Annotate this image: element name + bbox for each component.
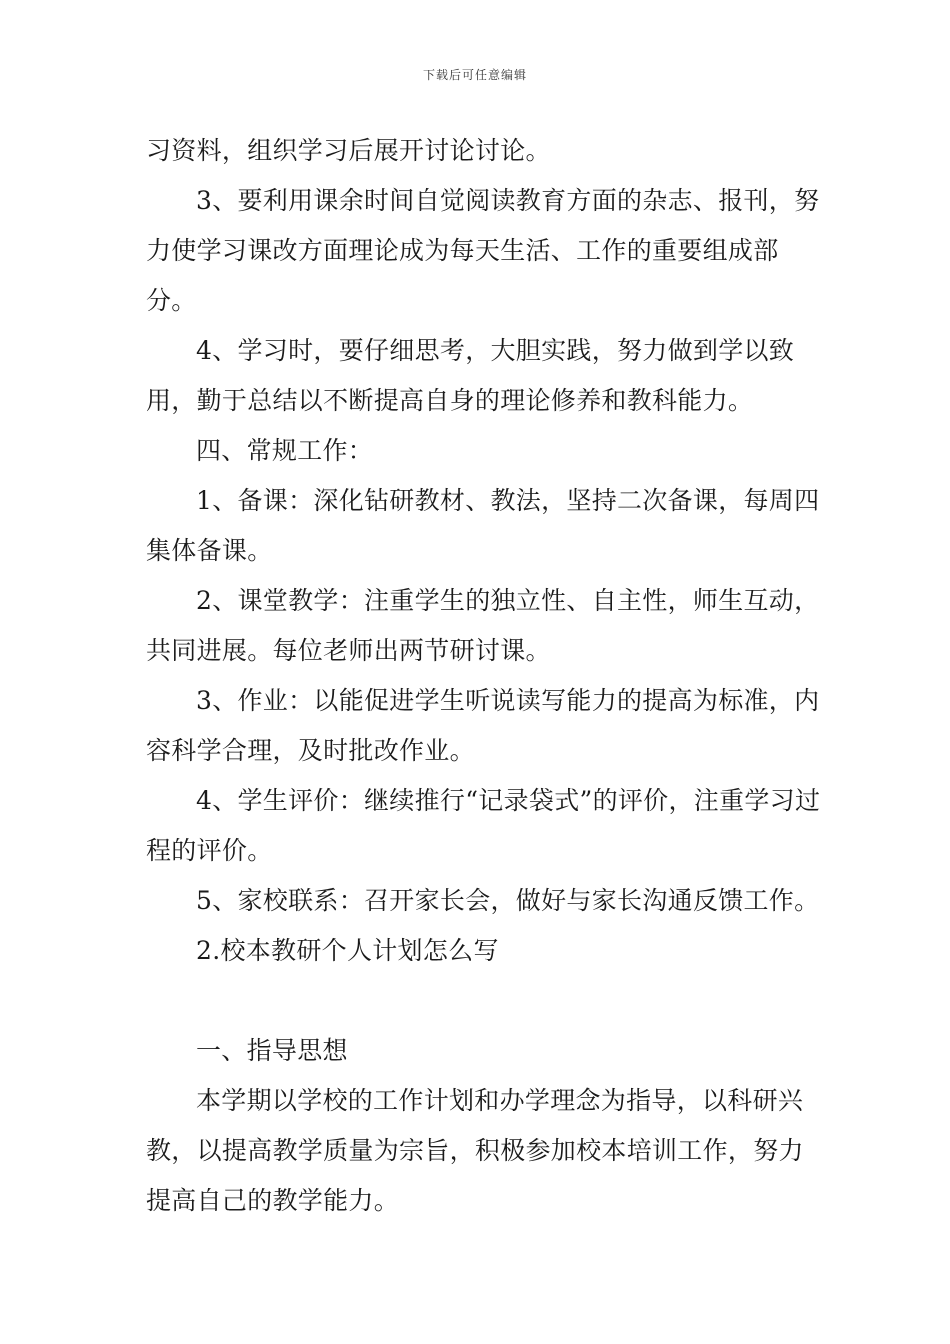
section-title-plan: 2.校本教研个人计划怎么写 [196,936,499,965]
paragraph-lesson-prep: 1、备课：深化钻研教材、教法，坚持二次备课，每周四集体备课。 [146,486,820,565]
section-heading-guiding-thought: 一、指导思想 [196,1036,348,1065]
document-body [146,126,826,1226]
paragraph-continuation: 习资料，组织学习后展开讨论讨论。 [146,136,551,165]
section-heading-routine-work: 四、常规工作： [196,436,374,465]
page-header: 下载后可任意编辑 [422,68,527,82]
paragraph-item-3-reading: 3、要利用课余时间自觉阅读教育方面的杂志、报刊，努力使学习课改方面理论成为每天生活、工作的重要组成部分。 [146,186,820,315]
paragraph-student-evaluation: 4、学生评价：继续推行“记录袋式”的评价，注重学习过程的评价。 [146,786,821,865]
paragraph-classroom-teaching: 2、课堂教学：注重学生的独立性、自主性，师生互动，共同进展。每位老师出两节研讨课。 [146,586,820,665]
paragraph-home-school: 5、家校联系：召开家长会，做好与家长沟通反馈工作。 [196,886,820,915]
paragraph-item-4-study: 4、学习时，要仔细思考，大胆实践，努力做到学以致用，勤于总结以不断提高自身的理论修养和教科能力。 [146,336,795,415]
paragraph-homework: 3、作业：以能促进学生听说读写能力的提高为标准，内容科学合理，及时批改作业。 [146,686,820,765]
blank-line [146,976,826,1026]
paragraph-guiding-thought: 本学期以学校的工作计划和办学理念为指导，以科研兴教，以提高教学质量为宗旨，积极参加校本培训工作，努力提高自己的教学能力。 [146,1086,804,1215]
